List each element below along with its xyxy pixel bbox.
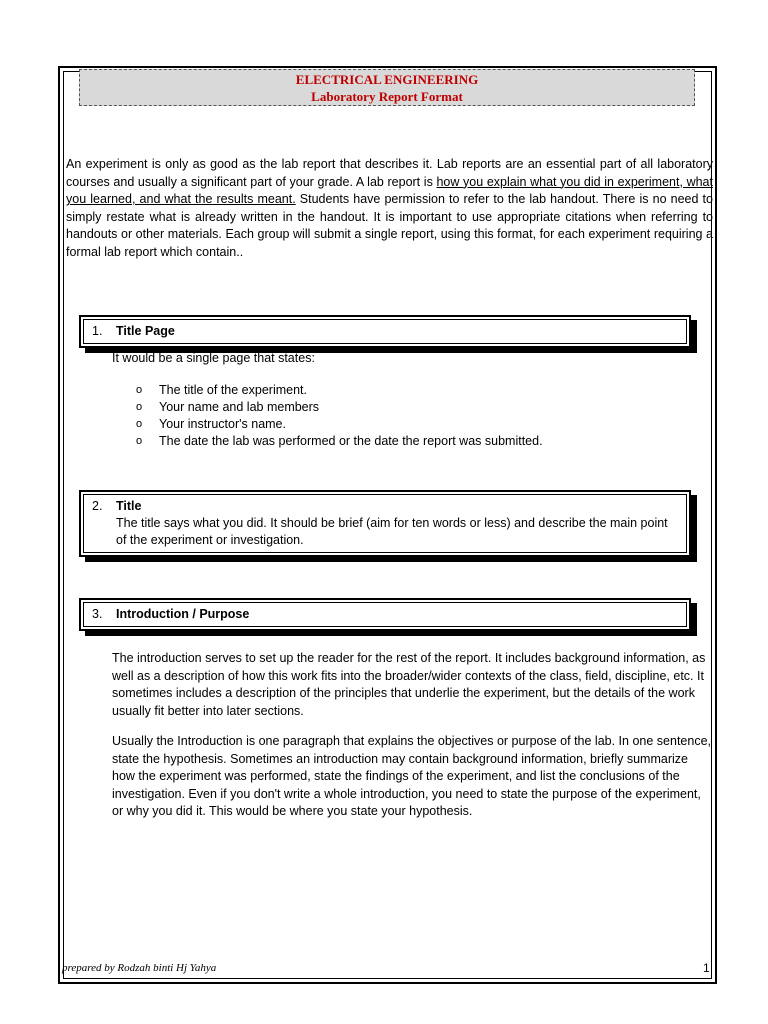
- intro-text-2: Students have permission to refer to the lab handout. There is no need to simply restate what is already written in the handout. It is important to use appropriate citations when referring to handouts or other materials. Each group will submit a single report, using this format, for each experiment requiring a formal lab report which contain..: [66, 192, 713, 259]
- list-item: [136, 416, 543, 433]
- header-department: ELECTRICAL ENGINEERING: [295, 72, 479, 87]
- section-body: The title says what you did. It should be brief (aim for ten words or less) and describe the main point of the experiment or investigation.: [116, 516, 668, 547]
- bullet-icon: o: [136, 435, 143, 447]
- list-item-text: Your instructor's name.: [159, 417, 286, 431]
- header-title: Laboratory Report Format: [311, 89, 463, 104]
- introduction-paragraph-1: The introduction serves to set up the reader for the rest of the report. It includes background information, as well as a description of how this work fits into the broader/wider contexts of the class, field, discipline, etc. It sometimes includes a description of the principles that underlie the experiment, but the details of the work usually fit better into later sections.: [112, 651, 706, 718]
- bullet-icon: o: [136, 418, 143, 430]
- section-number: 2.: [92, 499, 103, 513]
- bullet-icon: o: [136, 384, 143, 396]
- section-title: Introduction / Purpose: [116, 607, 250, 621]
- list-item: [136, 433, 543, 450]
- section-number: 1.: [92, 324, 103, 338]
- title-page-bullet-list: [136, 382, 543, 450]
- list-item-text: The date the lab was performed or the date the report was submitted.: [159, 434, 543, 448]
- page-number: 1: [703, 961, 710, 975]
- intro-underlined-text: how you explain what you did in experiment, what you learned, and what the results meant.: [66, 174, 713, 206]
- section-heading-title: [79, 490, 691, 557]
- list-item-text: Your name and lab members: [159, 400, 320, 414]
- intro-paragraph: [66, 156, 713, 261]
- section-title: Title Page: [116, 324, 175, 338]
- list-item-text: The title of the experiment.: [159, 383, 307, 397]
- list-item: [136, 399, 543, 416]
- bullet-icon: o: [136, 401, 143, 413]
- introduction-paragraph-2: Usually the Introduction is one paragraph that explains the objectives or purpose of the lab. In one sentence, state the hypothesis. Sometimes an introduction may contain background information, briefly summarize how the experiment was performed, state the findings of the experiment, and list the conclusions of the investigation. Even if you don't write a whole introduction, you need to state the purpose of the experiment, or why you did it. This would be where you state your hypothesis.: [112, 734, 711, 818]
- section-heading-introduction: [79, 598, 691, 631]
- document-header: [79, 69, 695, 106]
- title-page-lead: It would be a single page that states:: [112, 351, 315, 365]
- section-title: Title: [116, 499, 142, 513]
- section-heading-title-page: [79, 315, 691, 348]
- intro-text-1: An experiment is only as good as the lab report that describes it. Lab reports are an essential part of all laboratory courses and usually a significant part of your grade. A lab report is: [66, 157, 713, 189]
- footer-author: prepared by Rodzah binti Hj Yahya: [62, 962, 217, 974]
- list-item: [136, 382, 543, 399]
- section-number: 3.: [92, 607, 103, 621]
